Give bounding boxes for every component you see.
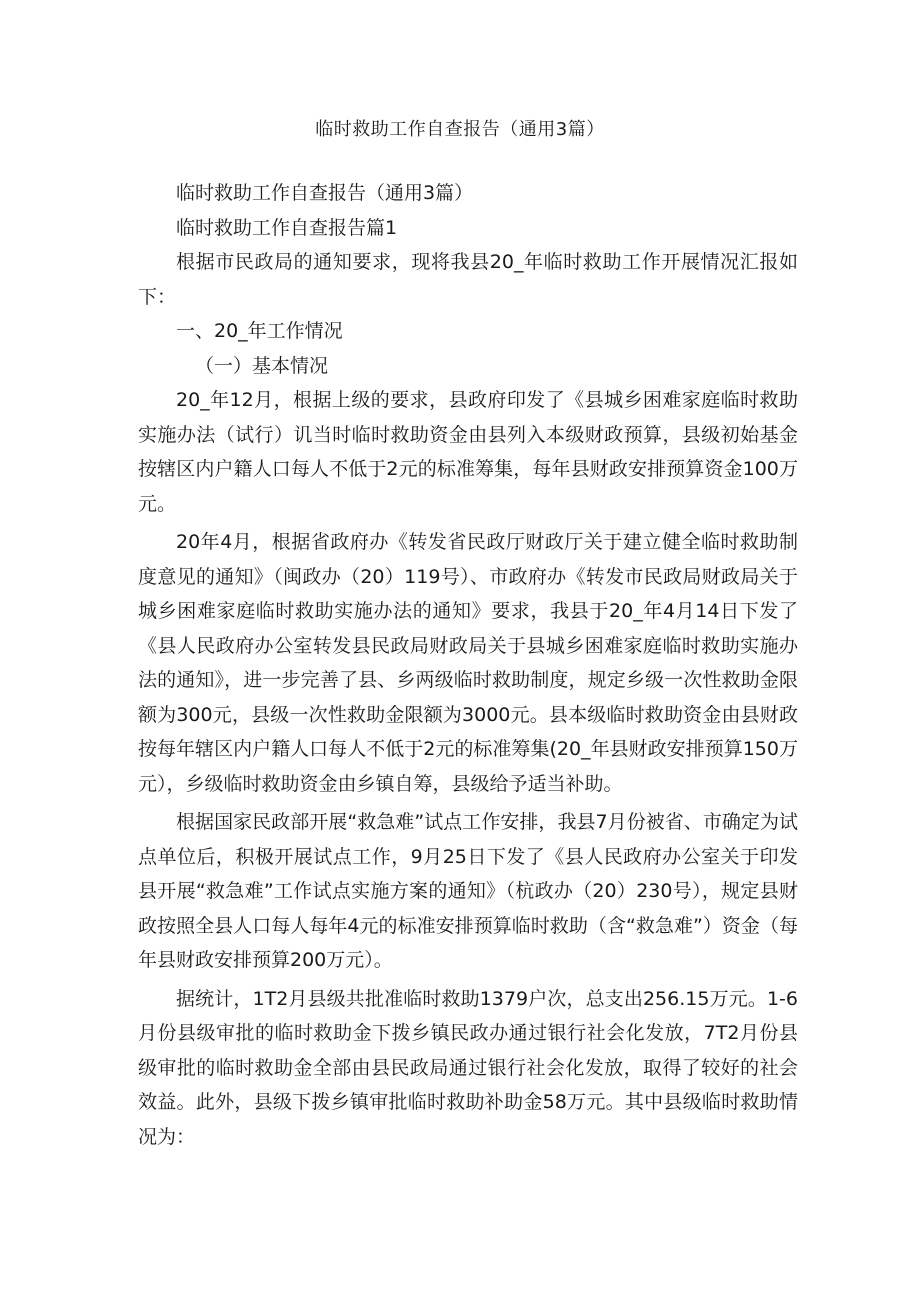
paragraph-heading-level1: 一、20_年工作情况 — [176, 320, 343, 342]
paragraph-heading-title: 临时救助工作自查报告（通用3篇） — [176, 182, 474, 204]
paragraph-section-title: 临时救助工作自查报告篇1 — [176, 216, 398, 239]
paragraph-body: 据统计，1T2月县级共批准临时救助1379户次，总支出256.15万元。1-6月份县级审批的临时救助金下拨乡镇民政办通过银行社会化发放，7T2月份县级审批的临时救助金全部由县民政局通过银行社会化发放，取得了较好的社会效益。此外，县级下拨乡镇审批临时救助补助金58万元。其中县级临时救助情况为： — [138, 987, 798, 1148]
paragraph-body: 20_年12月，根据上级的要求，县政府印发了《县城乡困难家庭临时救助实施办法（试行）讥当时临时救助资金由县列入本级财政预算，县级初始基金按辖区内户籍人口每人不低于2元的标准筹集，每年县财政安排预算资金100万元。 — [138, 389, 798, 515]
paragraph-intro: 根据市民政局的通知要求，现将我县20_年临时救助工作开展情况汇报如下： — [138, 251, 798, 308]
document-body — [138, 176, 798, 1154]
paragraph-body: 根据国家民政部开展“救急难”试点工作安排，我县7月份被省、市确定为试点单位后，积极开展试点工作，9月25日下发了《县人民政府办公室关于印发县开展“救急难”工作试点实施方案的通知》（杭政办（20）230号），规定县财政按照全县人口每人每年4元的标准安排预算临时救助（含“救急难”）资金（每年县财政安排预算200万元）。 — [138, 811, 798, 971]
document-title: 临时救助工作自查报告（通用3篇） — [315, 119, 605, 140]
paragraph-heading-level2: （一）基本情况 — [195, 354, 329, 377]
paragraph-body: 20年4月，根据省政府办《转发省民政厅财政厅关于建立健全临时救助制度意见的通知》（闽政办（20）119号）、市政府办《转发市民政局财政局关于城乡困难家庭临时救助实施办法的通知》要求，我县于20_年4月14日下发了《县人民政府办公室转发县民政局财政局关于县城乡困难家庭临时救助实施办法的通知》，进一步完善了县、乡两级临时救助制度，规定乡级一次性救助金限额为300元，县级一次性救助金限额为3000元。县本级临时救助资金由县财政按每年辖区内户籍人口每人不低于2元的标准筹集(20_年县财政安排预算150万元），乡级临时救助资金由乡镇自筹，县级给予适当补助。 — [138, 531, 798, 795]
